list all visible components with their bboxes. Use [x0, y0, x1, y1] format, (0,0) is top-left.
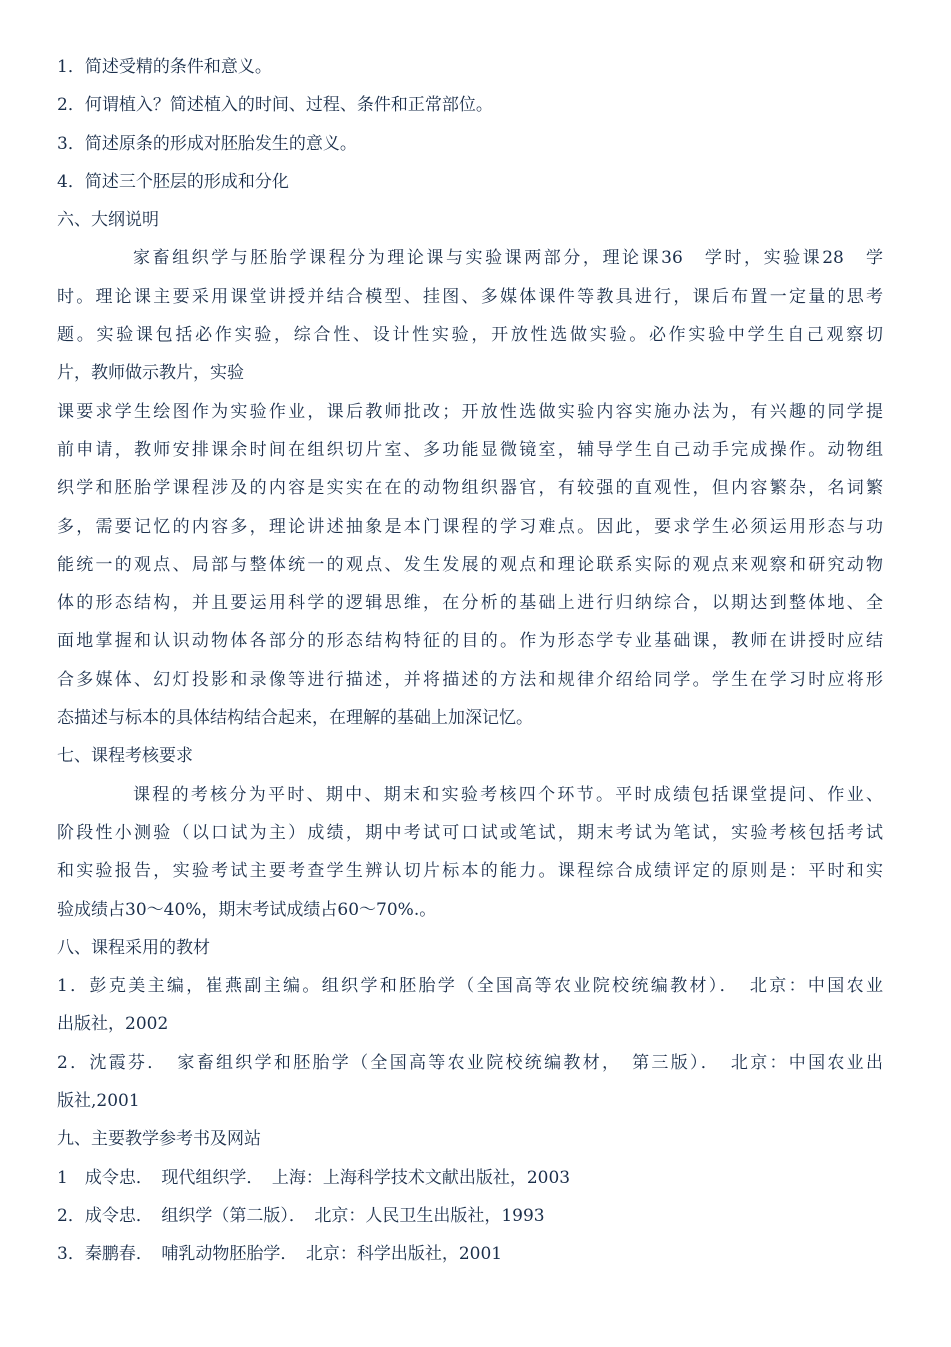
- document-page: [57, 48, 883, 1274]
- textbook-line-2: 出版社，2002: [57, 1014, 169, 1035]
- outline-line-6: 前申请，教师安排课余时间在组织切片室、多功能显微镜室，辅导学生自己动手完成操作。动物组: [57, 439, 883, 460]
- assessment-line-2: 阶段性小测验（以口试为主）成绩，期中考试可口试或笔试，期末考试为笔试，实验考核包括考试: [57, 822, 883, 843]
- outline-line-1: 家畜组织学与胚胎学课程分为理论课与实验课两部分，理论课36 学时，实验课28 学: [133, 248, 883, 269]
- outline-line-12: 合多媒体、幻灯投影和录像等进行描述，并将描述的方法和规律介绍给同学。学生在学习时应将形: [57, 669, 883, 690]
- reference-2: 2．成令忠． 组织学（第二版）． 北京：人民卫生出版社，1993: [57, 1205, 545, 1226]
- reference-3: 3．秦鹏春． 哺乳动物胚胎学． 北京：科学出版社，2001: [57, 1244, 503, 1265]
- outline-line-11: 面地掌握和认识动物体各部分的形态结构特征的目的。作为形态学专业基础课，教师在讲授时应结: [57, 631, 883, 652]
- outline-line-9: 能统一的观点、局部与整体统一的观点、发生发展的观点和理论联系实际的观点来观察和研究动物: [57, 554, 883, 575]
- outline-line-7: 织学和胚胎学课程涉及的内容是实实在在的动物组织器官，有较强的直观性，但内容繁杂，名词繁: [57, 478, 883, 499]
- question-3: 3．简述原条的形成对胚胎发生的意义。: [57, 133, 357, 154]
- outline-line-13: 态描述与标本的具体结构结合起来，在理解的基础上加深记忆。: [57, 708, 533, 729]
- outline-line-8: 多，需要记忆的内容多，理论讲述抽象是本门课程的学习难点。因此，要求学生必须运用形态与功: [57, 516, 883, 537]
- section-heading-outline: 六、大纲说明: [57, 210, 159, 231]
- section-heading-assessment: 七、课程考核要求: [57, 746, 193, 767]
- outline-line-3: 题。实验课包括必作实验，综合性、设计性实验，开放性选做实验。必作实验中学生自己观察切: [57, 325, 883, 346]
- section-heading-references: 九、主要教学参考书及网站: [57, 1129, 261, 1150]
- question-2: 2．何谓植入？简述植入的时间、过程、条件和正常部位。: [57, 95, 493, 116]
- section-heading-textbooks: 八、课程采用的教材: [57, 937, 210, 958]
- assessment-line-4: 验成绩占30～40%，期末考试成绩占60～70%.。: [57, 899, 437, 920]
- textbook-line-3: 2．沈霞芬． 家畜组织学和胚胎学（全国高等农业院校统编教材， 第三版）． 北京：中国农业出: [57, 1052, 883, 1073]
- question-4: 4．简述三个胚层的形成和分化: [57, 171, 289, 192]
- outline-line-10: 体的形态结构，并且要运用科学的逻辑思维，在分析的基础上进行归纳综合，以期达到整体地、全: [57, 593, 883, 614]
- question-1: 1．简述受精的条件和意义。: [57, 57, 272, 77]
- textbook-line-1: 1．彭克美主编，崔燕副主编。组织学和胚胎学（全国高等农业院校统编教材）． 北京：中国农业: [57, 976, 883, 997]
- textbook-line-4: 版社,2001: [57, 1091, 140, 1112]
- outline-line-4: 片，教师做示教片，实验: [57, 363, 244, 384]
- reference-1: 1 成令忠． 现代组织学． 上海：上海科学技术文献出版社，2003: [57, 1167, 571, 1188]
- outline-line-5: 课要求学生绘图作为实验作业，课后教师批改；开放性选做实验内容实施办法为，有兴趣的同学提: [57, 401, 883, 422]
- assessment-line-1: 课程的考核分为平时、期中、期末和实验考核四个环节。平时成绩包括课堂提问、作业、: [133, 784, 883, 805]
- outline-line-2: 时。理论课主要采用课堂讲授并结合模型、挂图、多媒体课件等教具进行，课后布置一定量的思考: [57, 286, 883, 307]
- assessment-line-3: 和实验报告，实验考试主要考查学生辨认切片标本的能力。课程综合成绩评定的原则是：平时和实: [57, 861, 883, 882]
